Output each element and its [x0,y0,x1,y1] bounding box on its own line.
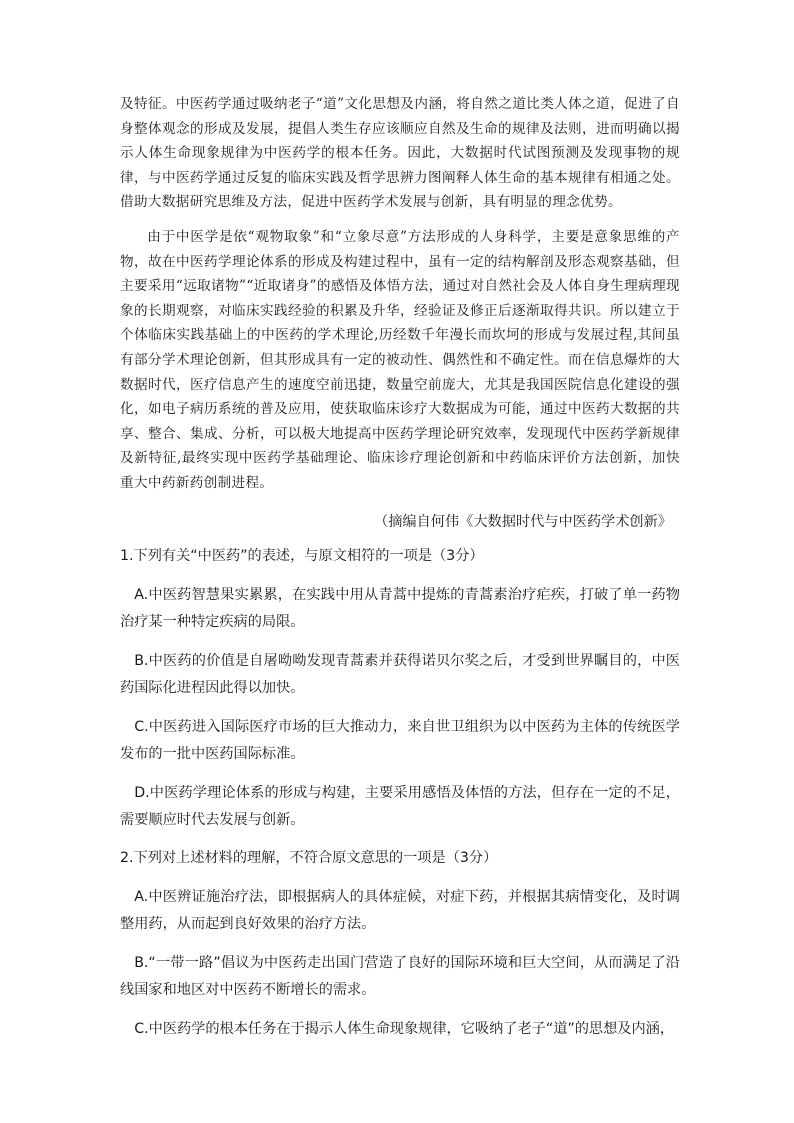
question-1-option-b: B.中医药的价值是自屠呦呦发现青蒿素并获得诺贝尔奖之后，才受到世界瞩目的，中医药国际化进程因此得以加快。 [120,652,680,696]
question-2-option-a: A.中医辨证施治疗法，即根据病人的具体症候，对症下药，并根据其病情变化，及时调整用药，从而起到良好效果的治疗方法。 [120,888,680,932]
question-1-stem: 1.下列有关“中医药”的表述，与原文相符的一项是（3分） [120,547,484,564]
passage-source-citation: （摘编自何伟《大数据时代与中医药学术创新》 [374,513,672,530]
question-2 [120,846,680,1043]
question-2-option-c: C.中医药学的根本任务在于揭示人体生命现象规律，它吸纳了老子“道”的思想及内涵， [134,1020,675,1037]
question-2-option-b: B.“一带一路”倡议为中医药走出国门营造了良好的国际环境和巨大空间，从而满足了沿线国家和地区对中医药不断增长的需求。 [120,954,680,998]
question-1-option-a: A.中医药智慧果实累累，在实践中用从青蒿中提炼的青蒿素治疗疟疾，打破了单一药物治疗某一种特定疾病的局限。 [120,586,680,630]
question-2-stem: 2.下列对上述材料的理解，不符合原文意思的一项是（3分） [120,849,498,866]
question-1-option-d: D.中医药学理论体系的形成与构建，主要采用感悟及体悟的方法，但存在一定的不足，需要顺应时代去发展与创新。 [120,784,680,828]
passage-paragraph-2: 由于中医学是依“观物取象”和“立象尽意”方法形成的人身科学，主要是意象思维的产物，故在中医药学理论体系的形成及构建过程中，虽有一定的结构解剖及形态观察基础，但主要采用“远取诸物”“近取诸身”的感悟及体悟方法，通过对自然社会及人体自身生理病理现象的长期观察，对临床实践经验的积累及升华，经验证及修正后逐渐取得共识。所以建立于个体临床实践基础上的中医药的学术理论,历经数千年漫长而坎坷的形成与发展过程,其间虽有部分学术理论创新，但其形成具有一定的被动性、偶然性和不确定性。而在信息爆炸的大数据时代，医疗信息产生的速度空前迅捷，数量空前庞大，尤其是我国医院信息化建设的强化，如电子病历系统的普及应用，使获取临床诊疗大数据成为可能，通过中医药大数据的共享、整合、集成、分析，可以极大地提高中医药学理论研究效率，发现现代中医药学新规律及新特征,最终实现中医药学基础理论、临床诊疗理论创新和中药临床评价方法创新，加快重大中药新药创制进程。 [120,228,680,491]
question-1-option-c: C.中医药进入国际医疗市场的巨大推动力，来自世卫组织为以中医药为主体的传统医学发布的一批中医药国际标准。 [120,718,680,762]
exam-page [120,92,680,1055]
reading-passage [120,92,680,534]
passage-paragraph-1: 及特征。中医药学通过吸纳老子“道”文化思想及内涵，将自然之道比类人体之道，促进了自身整体观念的形成及发展，提倡人类生存应该顺应自然及生命的规律及法则，进而明确以揭示人体生命现象规律为中医药学的根本任务。因此，大数据时代试图预测及发现事物的规律，与中医药学通过反复的临床实践及哲学思辨力图阐释人体生命的基本规律有相通之处。借助大数据研究思维及方法，促进中医药学术发展与创新，具有明显的理念优势。 [120,96,680,211]
question-1 [120,544,680,834]
